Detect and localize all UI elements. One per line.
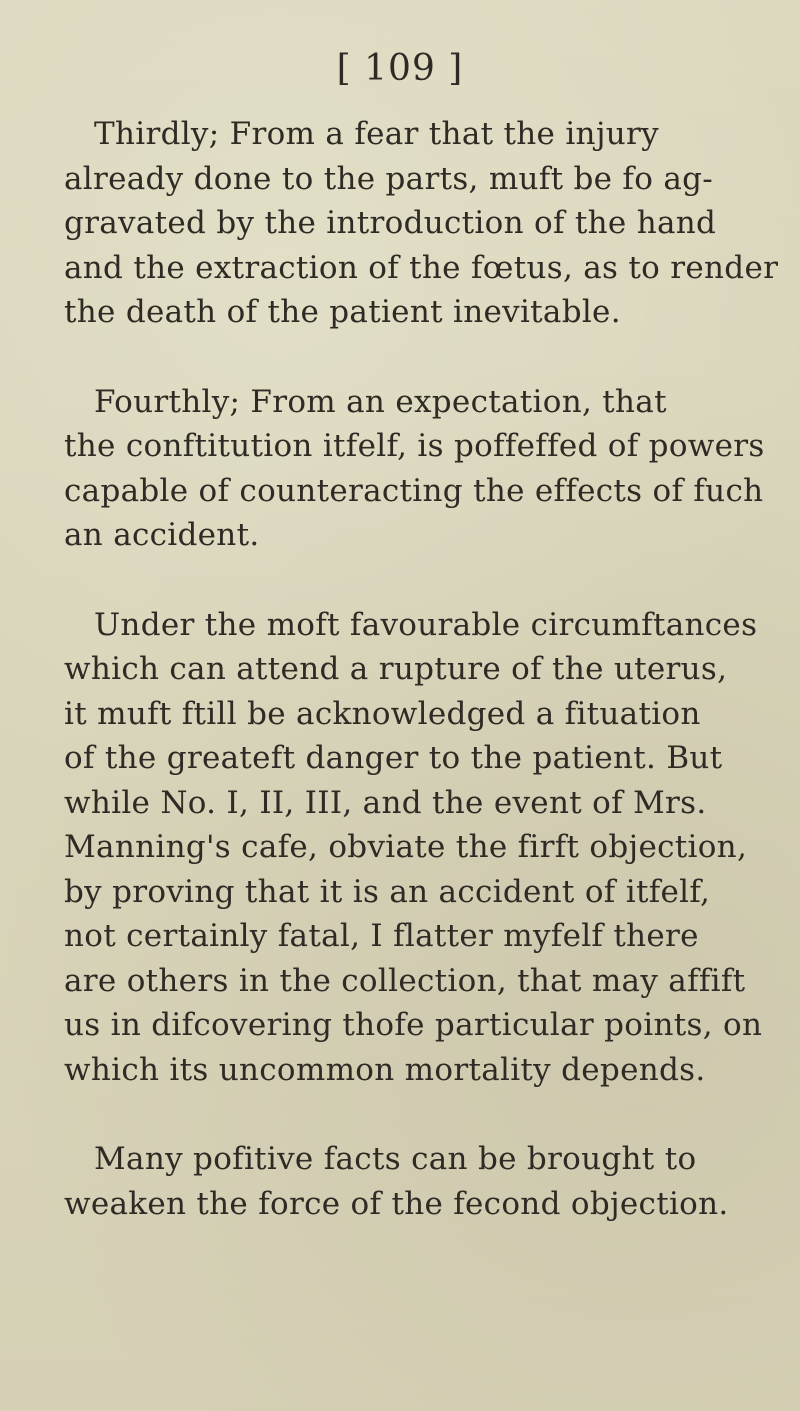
- text-line: which its uncommon mortality depends.: [64, 1051, 706, 1088]
- text-line: us in difcovering thofe particular points, on: [64, 1007, 763, 1043]
- page-body: [64, 112, 784, 1271]
- paragraph-3: [64, 603, 784, 1093]
- text-line: Fourthly; From an expectation, that: [94, 383, 667, 420]
- text-line: gravated by the introduction of the hand: [64, 205, 717, 241]
- text-line: by proving that it is an accident of itfelf,: [64, 873, 711, 910]
- text-line: and the extraction of the fœtus, as to render: [64, 249, 779, 286]
- text-line: while No. I, II, III, and the event of Mrs.: [64, 784, 707, 821]
- text-line: not certainly fatal, I flatter myfelf there: [64, 918, 699, 954]
- paragraph-1: [64, 112, 784, 335]
- text-line: Many pofitive facts can be brought to: [94, 1141, 697, 1177]
- text-line: which can attend a rupture of the uterus,: [64, 651, 728, 687]
- text-line: weaken the force of the fecond objection.: [64, 1185, 729, 1222]
- text-line: the conftitution itfelf, is poffeffed of powers: [64, 428, 765, 464]
- paragraph-4: [64, 1137, 784, 1226]
- page-number-header: [ 109 ]: [336, 48, 464, 89]
- paragraph-2: [64, 380, 784, 558]
- text-line: Thirdly; From a fear that the injury: [94, 116, 659, 152]
- text-line: of the greateft danger to the patient. But: [64, 740, 723, 776]
- text-line: capable of counteracting the effects of fuch: [64, 472, 764, 509]
- text-line: already done to the parts, muft be fo ag-: [64, 160, 714, 197]
- text-line: Manning's cafe, obviate the firft objection,: [64, 829, 748, 865]
- text-line: are others in the collection, that may affift: [64, 962, 746, 999]
- text-line: it muft ftill be acknowledged a fituation: [64, 695, 701, 732]
- text-line: an accident.: [64, 517, 260, 553]
- text-line: the death of the patient inevitable.: [64, 294, 621, 330]
- text-line: Under the moft favourable circumftances: [94, 606, 758, 643]
